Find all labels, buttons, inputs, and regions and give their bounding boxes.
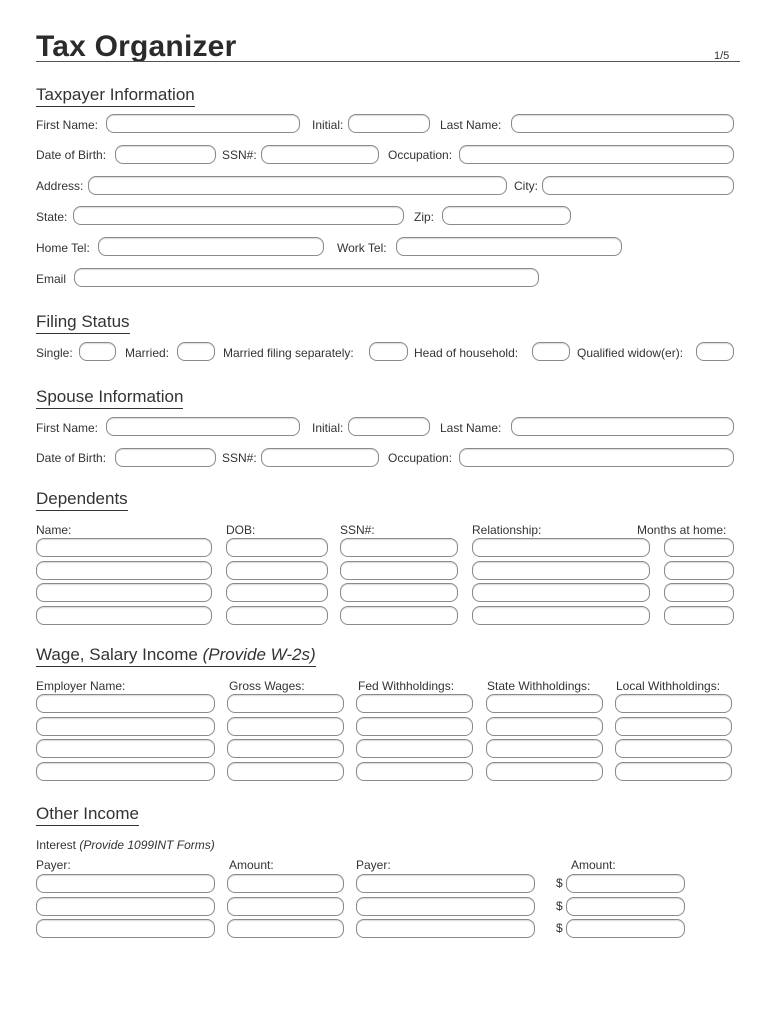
- dependent-ssn-field[interactable]: [340, 583, 458, 602]
- dependents-col-months: Months at home:: [637, 523, 727, 537]
- taxpayer-work-tel-field[interactable]: [396, 237, 622, 256]
- dependent-months-field[interactable]: [664, 561, 734, 580]
- filing-head-of-household-checkbox[interactable]: [532, 342, 570, 361]
- gross-wages-field[interactable]: [227, 694, 344, 713]
- filing-head-of-household-label: Head of household:: [414, 346, 519, 360]
- filing-single-checkbox[interactable]: [79, 342, 116, 361]
- interest-label-note: (Provide 1099INT Forms): [79, 838, 215, 852]
- employer-name-field[interactable]: [36, 717, 215, 736]
- taxpayer-work-tel-label: Work Tel:: [337, 241, 387, 255]
- filing-married-separately-label: Married filing separately:: [223, 346, 354, 360]
- taxpayer-address-label: Address:: [36, 179, 84, 193]
- state-withholdings-field[interactable]: [486, 762, 603, 781]
- wages-col-employer: Employer Name:: [36, 679, 126, 693]
- interest-amount-field[interactable]: [566, 919, 685, 938]
- page-title: Tax Organizer: [36, 30, 237, 63]
- dependent-name-field[interactable]: [36, 561, 212, 580]
- interest-amount-field[interactable]: [227, 874, 344, 893]
- gross-wages-field[interactable]: [227, 739, 344, 758]
- wages-col-local: Local Withholdings:: [616, 679, 721, 693]
- interest-amount-field[interactable]: [227, 897, 344, 916]
- interest-label: [36, 838, 215, 852]
- employer-name-field[interactable]: [36, 739, 215, 758]
- local-withholdings-field[interactable]: [615, 739, 732, 758]
- filing-single-label: Single:: [36, 346, 73, 360]
- taxpayer-state-field[interactable]: [73, 206, 404, 225]
- interest-col-payer-2: Payer:: [356, 858, 391, 872]
- dependent-name-field[interactable]: [36, 583, 212, 602]
- taxpayer-first-name-label: First Name:: [36, 118, 99, 132]
- spouse-ssn-field[interactable]: [261, 448, 379, 467]
- spouse-first-name-field[interactable]: [106, 417, 300, 436]
- spouse-last-name-field[interactable]: [511, 417, 734, 436]
- taxpayer-heading: Taxpayer Information: [36, 85, 195, 107]
- interest-payer-field[interactable]: [356, 919, 535, 938]
- state-withholdings-field[interactable]: [486, 694, 603, 713]
- taxpayer-address-field[interactable]: [88, 176, 507, 195]
- spouse-occupation-label: Occupation:: [388, 451, 453, 465]
- dependent-dob-field[interactable]: [226, 583, 328, 602]
- interest-payer-field[interactable]: [36, 919, 215, 938]
- taxpayer-last-name-label: Last Name:: [440, 118, 502, 132]
- page-number: 1/5: [714, 50, 730, 62]
- interest-payer-field[interactable]: [36, 897, 215, 916]
- other-income-heading: Other Income: [36, 804, 139, 826]
- taxpayer-ssn-label: SSN#:: [222, 148, 257, 162]
- dependent-months-field[interactable]: [664, 538, 734, 557]
- spouse-last-name-label: Last Name:: [440, 421, 502, 435]
- spouse-dob-field[interactable]: [115, 448, 216, 467]
- fed-withholdings-field[interactable]: [356, 739, 473, 758]
- interest-amount-field[interactable]: [566, 874, 685, 893]
- gross-wages-field[interactable]: [227, 717, 344, 736]
- spouse-occupation-field[interactable]: [459, 448, 734, 467]
- wages-heading-note: (Provide W-2s): [202, 645, 316, 664]
- interest-amount-field[interactable]: [566, 897, 685, 916]
- employer-name-field[interactable]: [36, 694, 215, 713]
- wages-col-state: State Withholdings:: [487, 679, 591, 693]
- spouse-initial-label: Initial:: [312, 421, 344, 435]
- taxpayer-initial-label: Initial:: [312, 118, 344, 132]
- dependent-name-field[interactable]: [36, 538, 212, 557]
- currency-symbol: $: [556, 921, 563, 935]
- spouse-initial-field[interactable]: [348, 417, 430, 436]
- interest-col-amount-2: Amount:: [571, 858, 616, 872]
- dependents-col-name: Name:: [36, 523, 72, 537]
- interest-payer-field[interactable]: [356, 897, 535, 916]
- taxpayer-email-label: Email: [36, 272, 67, 286]
- taxpayer-initial-field[interactable]: [348, 114, 430, 133]
- wages-col-gross: Gross Wages:: [229, 679, 305, 693]
- gross-wages-field[interactable]: [227, 762, 344, 781]
- wages-heading: [36, 645, 316, 667]
- taxpayer-occupation-label: Occupation:: [388, 148, 453, 162]
- dependents-col-relationship: Relationship:: [472, 523, 542, 537]
- dependent-dob-field[interactable]: [226, 606, 328, 625]
- fed-withholdings-field[interactable]: [356, 694, 473, 713]
- employer-name-field[interactable]: [36, 762, 215, 781]
- local-withholdings-field[interactable]: [615, 717, 732, 736]
- interest-col-payer-1: Payer:: [36, 858, 71, 872]
- dependent-relationship-field[interactable]: [472, 583, 650, 602]
- dependents-col-ssn: SSN#:: [340, 523, 375, 537]
- dependent-months-field[interactable]: [664, 606, 734, 625]
- taxpayer-home-tel-field[interactable]: [98, 237, 324, 256]
- filing-status-heading: Filing Status: [36, 312, 130, 334]
- fed-withholdings-field[interactable]: [356, 762, 473, 781]
- taxpayer-zip-field[interactable]: [442, 206, 571, 225]
- spouse-ssn-label: SSN#:: [222, 451, 257, 465]
- dependents-heading: Dependents: [36, 489, 128, 511]
- fed-withholdings-field[interactable]: [356, 717, 473, 736]
- title-rule: [36, 61, 740, 62]
- taxpayer-last-name-field[interactable]: [511, 114, 734, 133]
- dependent-name-field[interactable]: [36, 606, 212, 625]
- spouse-heading: Spouse Information: [36, 387, 183, 409]
- wages-heading-text: Wage, Salary Income: [36, 645, 203, 664]
- dependents-col-dob: DOB:: [226, 523, 256, 537]
- taxpayer-dob-field[interactable]: [115, 145, 216, 164]
- dependent-ssn-field[interactable]: [340, 538, 458, 557]
- taxpayer-state-label: State:: [36, 210, 68, 224]
- dependent-months-field[interactable]: [664, 583, 734, 602]
- dependent-dob-field[interactable]: [226, 538, 328, 557]
- taxpayer-home-tel-label: Home Tel:: [36, 241, 90, 255]
- interest-col-amount-1: Amount:: [229, 858, 274, 872]
- spouse-first-name-label: First Name:: [36, 421, 99, 435]
- taxpayer-occupation-field[interactable]: [459, 145, 734, 164]
- interest-payer-field[interactable]: [356, 874, 535, 893]
- taxpayer-ssn-field[interactable]: [261, 145, 379, 164]
- taxpayer-zip-label: Zip:: [414, 210, 435, 224]
- taxpayer-city-label: City:: [514, 179, 538, 193]
- interest-payer-field[interactable]: [36, 874, 215, 893]
- local-withholdings-field[interactable]: [615, 694, 732, 713]
- interest-amount-field[interactable]: [227, 919, 344, 938]
- filing-married-separately-checkbox[interactable]: [369, 342, 408, 361]
- taxpayer-city-field[interactable]: [542, 176, 734, 195]
- wages-col-fed: Fed Withholdings:: [358, 679, 455, 693]
- filing-qualified-widow-label: Qualified widow(er):: [577, 346, 684, 360]
- filing-married-checkbox[interactable]: [177, 342, 215, 361]
- spouse-dob-label: Date of Birth:: [36, 451, 107, 465]
- taxpayer-first-name-field[interactable]: [106, 114, 300, 133]
- dependent-relationship-field[interactable]: [472, 561, 650, 580]
- dependent-dob-field[interactable]: [226, 561, 328, 580]
- dependent-relationship-field[interactable]: [472, 538, 650, 557]
- currency-symbol: $: [556, 876, 563, 890]
- taxpayer-email-field[interactable]: [74, 268, 539, 287]
- dependent-relationship-field[interactable]: [472, 606, 650, 625]
- interest-label-text: Interest: [36, 838, 80, 852]
- state-withholdings-field[interactable]: [486, 717, 603, 736]
- taxpayer-dob-label: Date of Birth:: [36, 148, 107, 162]
- local-withholdings-field[interactable]: [615, 762, 732, 781]
- state-withholdings-field[interactable]: [486, 739, 603, 758]
- dependent-ssn-field[interactable]: [340, 561, 458, 580]
- filing-married-label: Married:: [125, 346, 170, 360]
- filing-qualified-widow-checkbox[interactable]: [696, 342, 734, 361]
- currency-symbol: $: [556, 899, 563, 913]
- dependent-ssn-field[interactable]: [340, 606, 458, 625]
